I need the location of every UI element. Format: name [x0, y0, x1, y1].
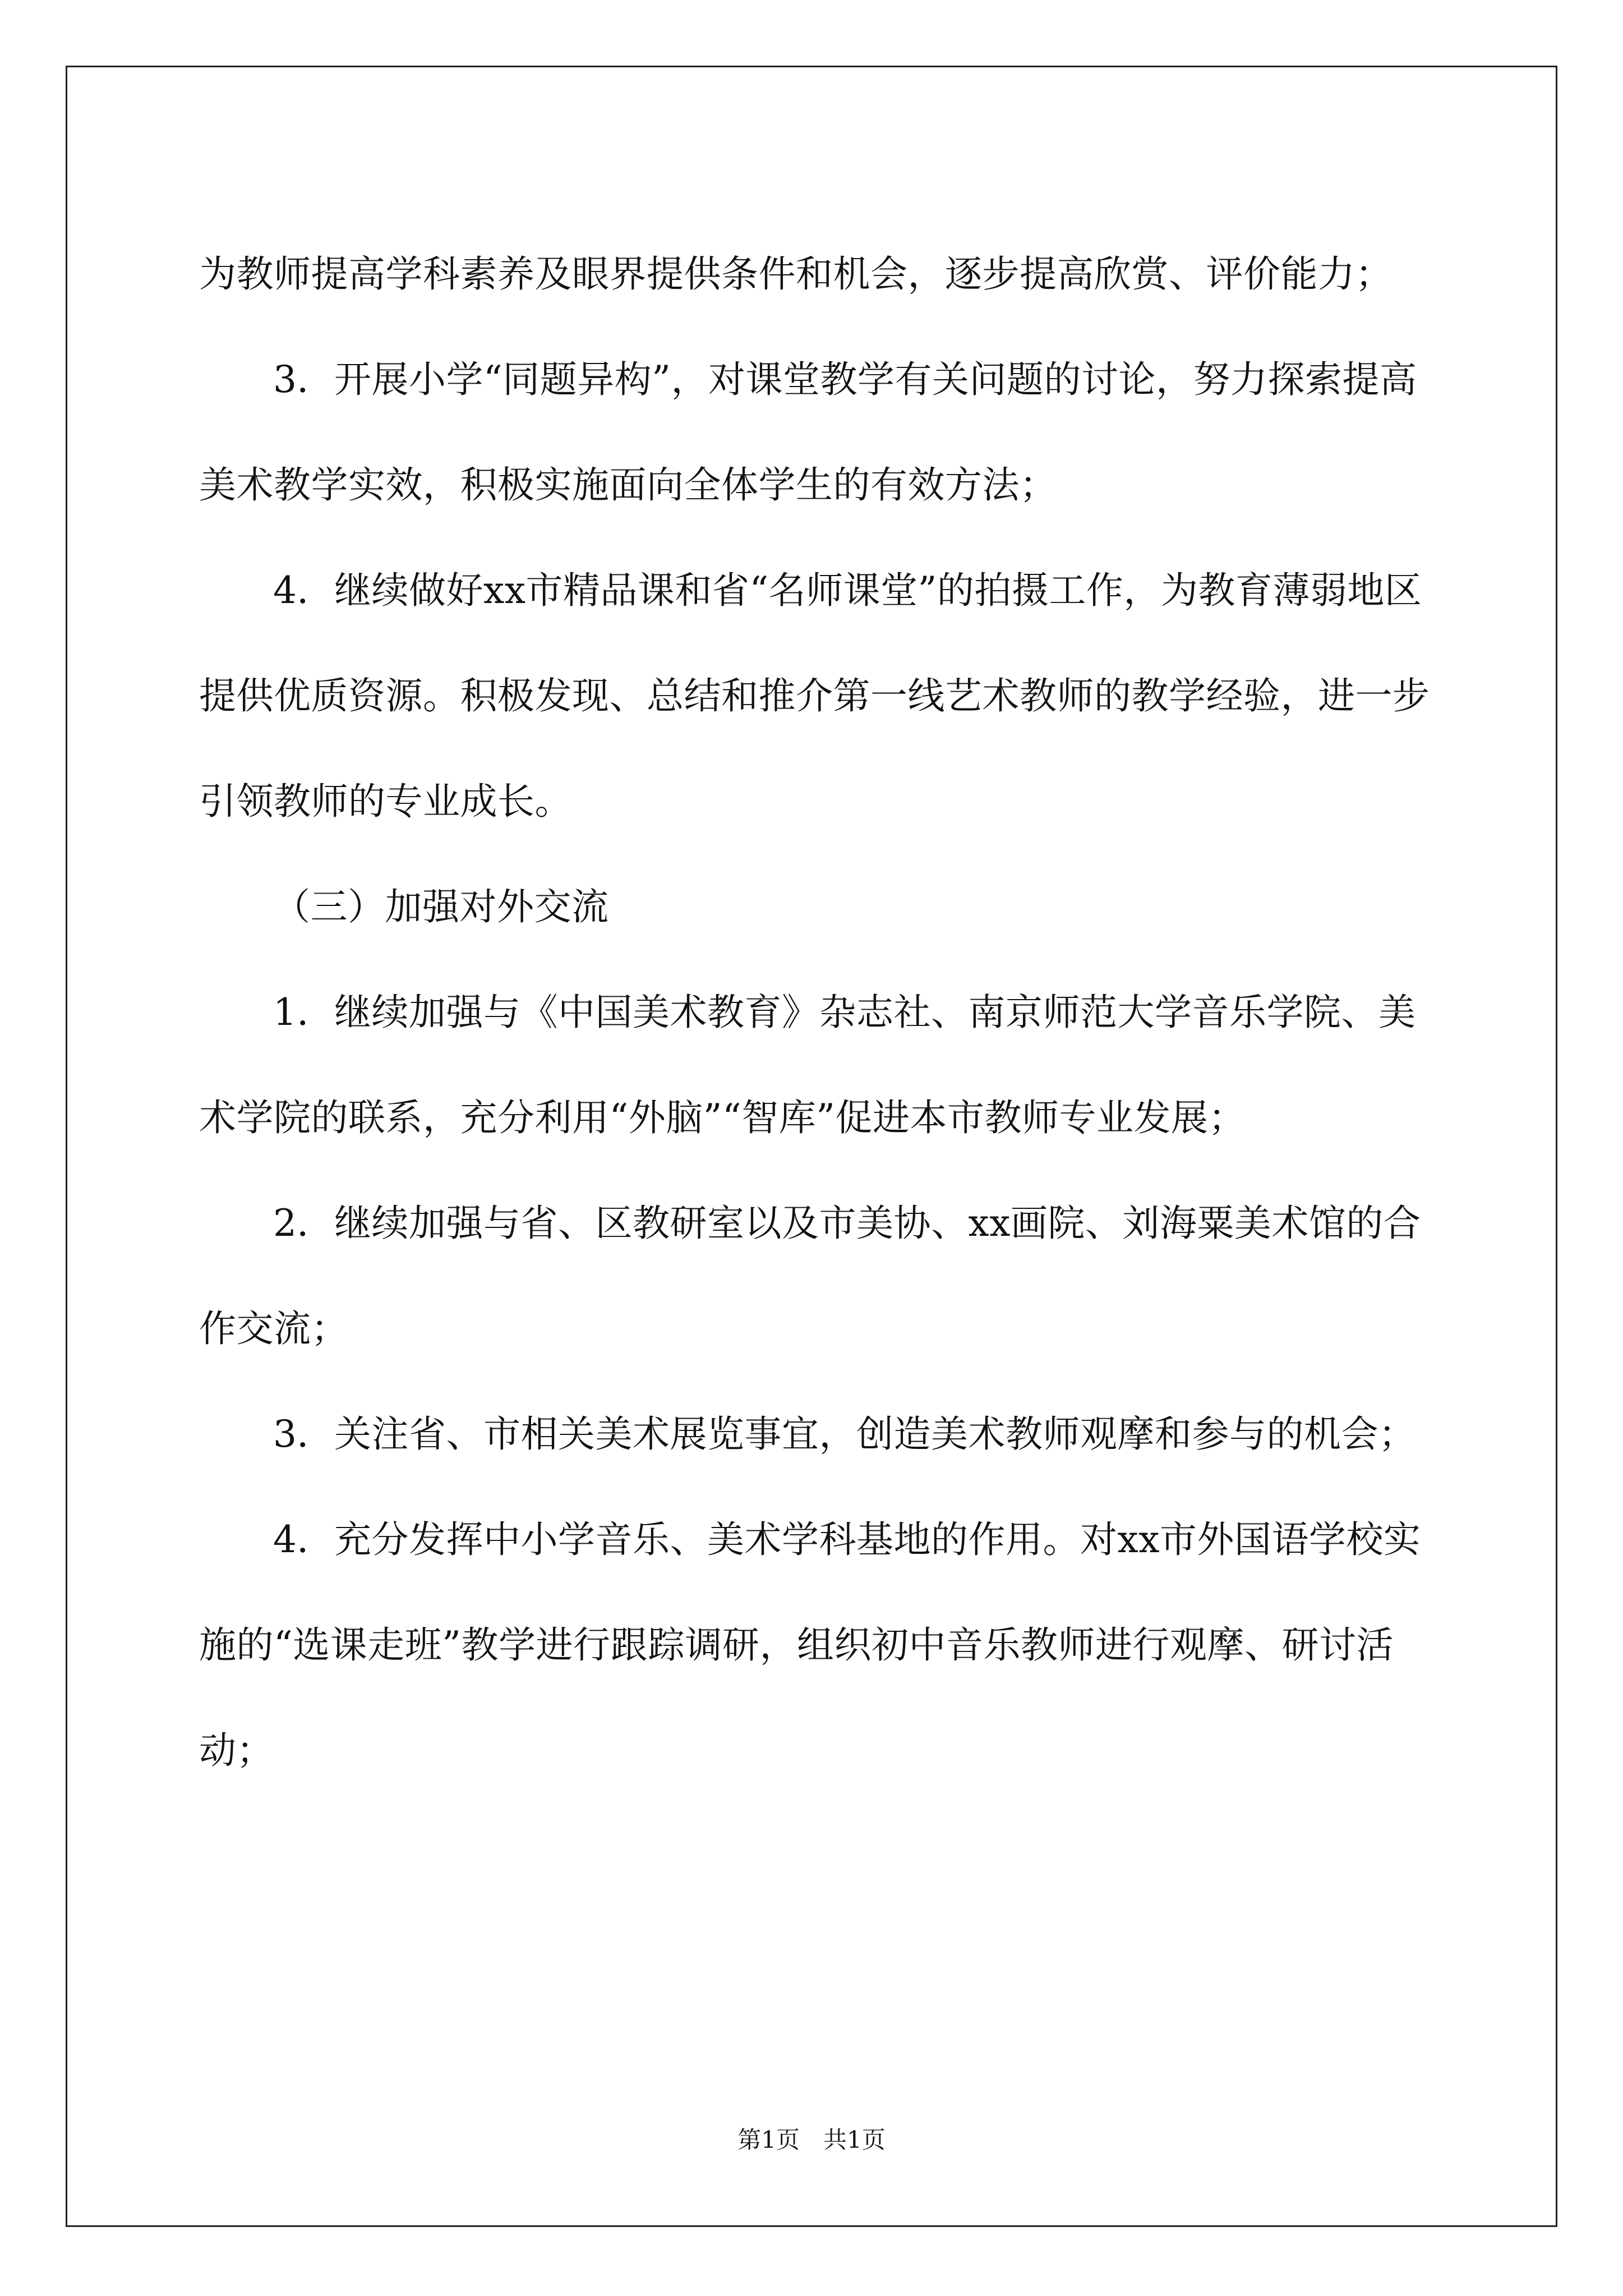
paragraph-8: 4．充分发挥中小学音乐、美术学科基地的作用。对xx市外国语学校实施的“选课走班”教学进行跟踪调研，组织初中音乐教师进行观摩、研讨活动； — [199, 1518, 1421, 1772]
paragraph-3: 4．继续做好xx市精品课和省“名师课堂”的拍摄工作，为教育薄弱地区提供优质资源。积极发现、总结和推介第一线艺术教师的教学经验，进一步引领教师的专业成长。 — [199, 569, 1430, 823]
paragraph-2: 3．开展小学“同题异构”，对课堂教学有关问题的讨论，努力探索提高美术教学实效，积极实施面向全体学生的有效方法； — [199, 358, 1417, 507]
paragraph-6: 2．继续加强与省、区教研室以及市美协、xx画院、刘海粟美术馆的合作交流； — [199, 1202, 1421, 1350]
document-body — [199, 222, 1433, 1803]
paragraph-1: 为教师提高学科素养及眼界提供条件和机会，逐步提高欣赏、评价能力； — [199, 252, 1393, 296]
section-heading: （三）加强对外交流 — [273, 885, 609, 928]
paragraph-7: 3．关注省、市相关美术展览事宜，创造美术教师观摩和参与的机会； — [273, 1412, 1416, 1456]
paragraph-5: 1．继续加强与《中国美术教育》杂志社、南京师范大学音乐学院、美术学院的联系，充分利用“外脑”“智库”促进本市教师专业发展； — [199, 991, 1416, 1139]
page-number-footer: 第1页 共1页 — [737, 2126, 886, 2154]
